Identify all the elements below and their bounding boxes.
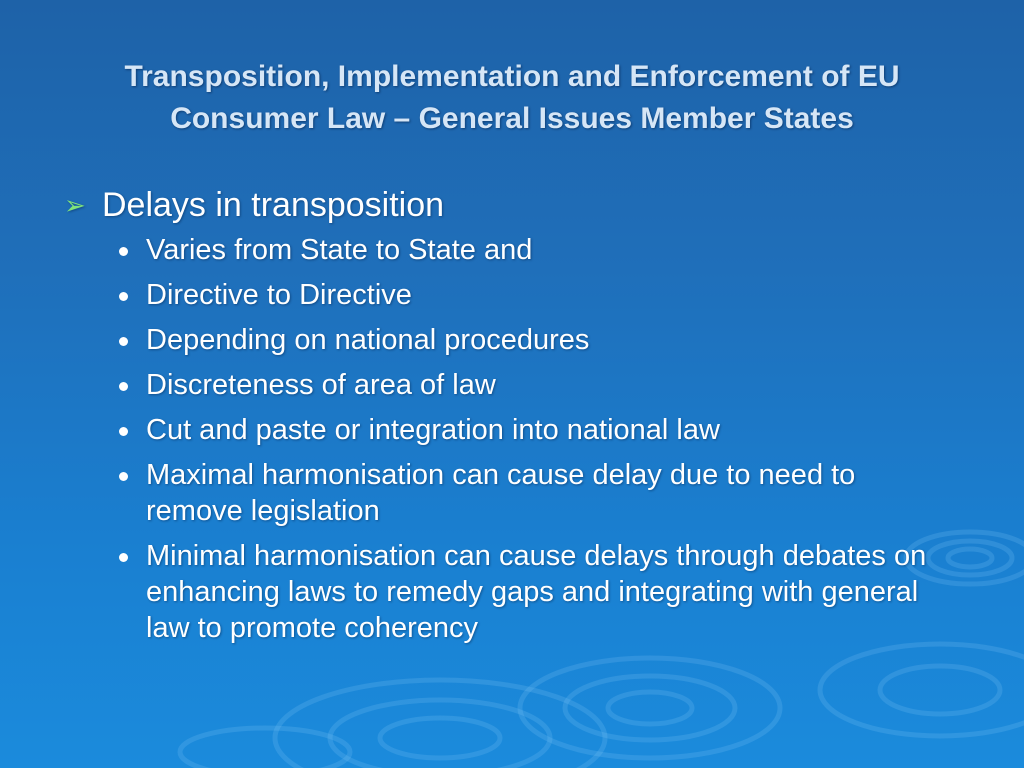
sub-bullet-text: Maximal harmonisation can cause delay due to need to remove legislation	[146, 459, 856, 527]
main-bullet-text: Delays in transposition	[102, 186, 445, 224]
sub-bullet	[146, 232, 960, 268]
slide-title-line-2: Consumer Law – General Issues Member States	[170, 102, 854, 135]
dot-icon	[119, 247, 128, 256]
sub-bullet-list	[60, 232, 960, 646]
sub-bullet-text: Directive to Directive	[146, 279, 412, 311]
main-bullet	[60, 184, 960, 226]
sub-bullet	[146, 457, 960, 529]
dot-icon	[119, 553, 128, 562]
dot-icon	[119, 337, 128, 346]
sub-bullet	[146, 538, 960, 646]
sub-bullet-text: Minimal harmonisation can cause delays through debates on enhancing laws to remedy gaps and integrating with general law to promote coherency	[146, 540, 927, 644]
sub-bullet	[146, 412, 960, 448]
sub-bullet	[146, 367, 960, 403]
dot-icon	[119, 382, 128, 391]
dot-icon	[119, 472, 128, 481]
sub-bullet	[146, 277, 960, 313]
arrow-right-icon: ➢	[64, 190, 86, 220]
slide-title-line-1: Transposition, Implementation and Enforcement of EU	[124, 60, 900, 93]
dot-icon	[119, 427, 128, 436]
sub-bullet-text: Discreteness of area of law	[146, 369, 496, 401]
sub-bullet-text: Cut and paste or integration into national law	[146, 414, 720, 446]
sub-bullet-text: Depending on national procedures	[146, 324, 590, 356]
sub-bullet-text: Varies from State to State and	[146, 234, 533, 266]
sub-bullet	[146, 322, 960, 358]
slide-title	[60, 56, 964, 140]
dot-icon	[119, 292, 128, 301]
slide-body	[60, 184, 960, 655]
